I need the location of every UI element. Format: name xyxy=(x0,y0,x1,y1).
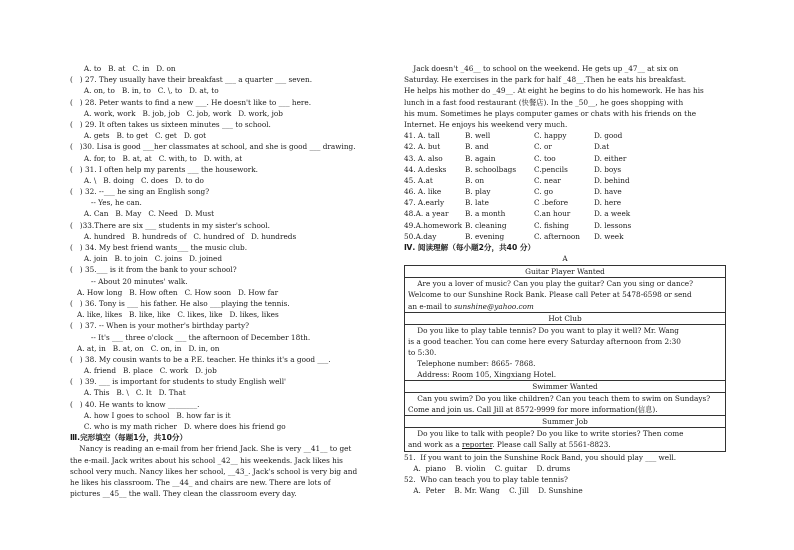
question-line: ( ) 29. It often takes us sixteen minutes ___ to school. xyxy=(70,119,271,129)
cloze-option: B. again xyxy=(465,153,496,163)
cloze-option: D. have xyxy=(594,187,622,197)
cloze-option-row xyxy=(404,231,726,242)
question-line: A. for, to B. at, at C. with, to D. with, at xyxy=(70,153,243,163)
cloze-option: B. cleaning xyxy=(465,220,507,230)
cloze-option: 42. A. but xyxy=(404,142,441,152)
question-line: A. like, likes B. like, like C. likes, like D. likes, likes xyxy=(70,310,279,320)
cloze-option: 48.A. a year xyxy=(404,209,449,219)
cloze-option: D. boys xyxy=(594,164,622,174)
cloze-option: 44. A.desks xyxy=(404,164,447,174)
cloze-option: D. lessons xyxy=(594,220,632,230)
left-column xyxy=(70,63,395,499)
ad-line: Welcome to our Sunshine Rock Bank. Please call Peter at 5478-6598 or send xyxy=(408,290,692,300)
cloze-option: C. near xyxy=(534,175,561,185)
ad-title: Guitar Player Wanted xyxy=(405,266,725,278)
cloze-option: C. fishing xyxy=(534,220,569,230)
passage-line: Jack doesn't _46__ to school on the weekend. He gets up _47__ at six on xyxy=(404,64,679,73)
ad-line: Address: Room 105, Xingxiang Hotel. xyxy=(408,370,557,380)
cloze-option: C.pencils xyxy=(534,164,568,174)
ad-line: Do you like to talk with people? Do you like to write stories? Then come xyxy=(408,429,684,439)
question-line: -- About 20 minutes' walk. xyxy=(70,276,188,286)
question-line: ( ) 40. He wants to know ________. xyxy=(70,399,200,409)
ad-box xyxy=(404,416,726,451)
ad-title: Summer Job xyxy=(405,416,725,428)
cloze-option-row xyxy=(404,164,726,175)
question-line: A. This B. \ C. It D. That xyxy=(70,388,186,398)
question-line: A. How long B. How often C. How soon D. How far xyxy=(70,287,279,297)
question-52: 52. Who can teach you to play table tennis? xyxy=(404,474,568,484)
question-line: ( ) 31. I often help my parents ___ the housework. xyxy=(70,164,258,174)
question-line: ( ) 28. Peter wants to find a new ___. He doesn't like to ___ here. xyxy=(70,97,312,107)
cloze-option-row xyxy=(404,141,726,152)
passage-line: Internet. He enjoys his weekend very much. xyxy=(404,119,568,129)
cloze-passage-part1 xyxy=(70,443,395,499)
ad-line: Come and join us. Call Jill at 8572-9999 for more information(信息). xyxy=(408,405,658,415)
ad-underlined-word: reporter xyxy=(462,440,493,450)
passage-line: his mum. Sometimes he plays computer games or chats with his friends on the xyxy=(404,108,697,118)
cloze-option: C. happy xyxy=(534,131,567,141)
cloze-option: B. well xyxy=(465,131,491,141)
question-line: ( )33.There are six ___ students in my sister's school. xyxy=(70,220,270,230)
cloze-option-row xyxy=(404,186,726,197)
question-line: ( ) 35.___ is it from the bank to your school? xyxy=(70,265,237,275)
question-line: A. on, to B. in, to C. \, to D. at, to xyxy=(70,86,219,96)
question-line: A. at, in B. at, on C. on, in D. in, on xyxy=(70,343,220,353)
question-line: A. gets B. to get C. get D. got xyxy=(70,131,207,141)
section-4-title: Ⅳ. 阅读理解（每小题2分，共40 分） xyxy=(404,243,536,252)
cloze-option: B. schoolbags xyxy=(465,164,517,174)
question-line: A. \ B. doing C. does D. to do xyxy=(70,175,204,185)
question-line: A. to B. at C. in D. on xyxy=(70,64,176,73)
passage-line: Saturday. He exercises in the park for half _48__.Then he eats his breakfast. xyxy=(404,75,687,85)
question-line: ( ) 32. --___ he sing an English song? xyxy=(70,187,210,197)
question-line: A. join B. to join C. joins D. joined xyxy=(70,254,223,264)
question-line: C. who is my math richer D. where does his friend go xyxy=(70,422,286,431)
cloze-option: B. on xyxy=(465,175,485,185)
ad-title: Swimmer Wanted xyxy=(405,381,725,393)
cloze-option-row xyxy=(404,220,726,231)
cloze-option: D. a week xyxy=(594,209,631,219)
question-line: ( ) 36. Tony is ___ his father. He also ___playing the tennis. xyxy=(70,298,290,308)
cloze-option: B. play xyxy=(465,187,491,197)
ad-line-tail: . Please call Sally at 5561-8823. xyxy=(492,440,611,450)
cloze-passage-part2 xyxy=(404,63,726,130)
cloze-option: D. good xyxy=(594,131,623,141)
cloze-option: 47. A.early xyxy=(404,198,445,208)
passage-line: Nancy is reading an e-mail from her friend Jack. She is very __41__ to get xyxy=(70,444,352,454)
right-column xyxy=(404,63,726,496)
cloze-option-row xyxy=(404,197,726,208)
question-line: ( ) 38. My cousin wants to be a P.E. teacher. He thinks it's a good ___. xyxy=(70,354,331,364)
cloze-option: C. afternoon xyxy=(534,231,580,241)
cloze-option: D. either xyxy=(594,153,627,163)
question-line: ( ) 34. My best friend wants___ the music club. xyxy=(70,243,248,252)
question-line: ( ) 37. -- When is your mother's birthday party? xyxy=(70,321,249,331)
passage-line: school very much. Nancy likes her school, __43_. Jack's school is very big and xyxy=(70,466,358,476)
cloze-option: C. or xyxy=(534,142,552,152)
cloze-option: C. go xyxy=(534,187,554,197)
question-line: -- It's ___ three o'clock ___ the afternoon of December 18th. xyxy=(70,332,311,342)
ad-line: an e-mail to sunshine@yahoo.com xyxy=(408,301,534,311)
question-line: ( ) 39. ___ is important for students to study English well' xyxy=(70,377,287,387)
ad-email: sunshine@yahoo.com xyxy=(454,301,534,311)
question-line: A. how I goes to school B. how far is it xyxy=(70,410,231,420)
section-3-title: Ⅲ.完形填空（每题1分，共10分） xyxy=(70,433,188,443)
cloze-option-row xyxy=(404,175,726,186)
question-line: A. work, work B. job, job C. job, work D. work, job xyxy=(70,108,283,118)
ad-box xyxy=(404,381,726,416)
question-52-options: A. Peter B. Mr. Wang C. Jill D. Sunshine xyxy=(404,486,583,496)
passage-line: lunch in a fast food restaurant (快餐店). In the _50__, he goes shopping with xyxy=(404,97,684,107)
question-line: -- Yes, he can. xyxy=(70,198,142,208)
section-4-sub: A xyxy=(562,254,568,264)
question-51: 51. If you want to join the Sunshine Rock Band, you should play ___ well. xyxy=(404,452,677,462)
question-list xyxy=(70,63,395,432)
cloze-option: D. behind xyxy=(594,175,630,185)
ad-box xyxy=(404,313,726,381)
question-line: A. hundred B. hundreds of C. hundred of D. hundreds xyxy=(70,231,297,241)
passage-line: he likes his classroom. The __44_ and chairs are new. There are lots of xyxy=(70,477,331,487)
cloze-option-row xyxy=(404,208,726,219)
question-line: ( )30. Lisa is good ___her classmates at school, and she is good ___ drawing. xyxy=(70,142,356,152)
ad-line: Do you like to play table tennis? Do you want to play it well? Mr. Wang xyxy=(408,325,679,335)
cloze-option: C. too xyxy=(534,153,556,163)
ads-table xyxy=(404,265,726,451)
cloze-option-row xyxy=(404,130,726,141)
cloze-option: 45. A.at xyxy=(404,175,433,185)
ad-line: Are you a lover of music? Can you play the guitar? Can you sing or dance? xyxy=(408,279,694,289)
ad-box xyxy=(404,265,726,312)
cloze-option: 49.A.homework xyxy=(404,220,463,230)
passage-line: pictures __45__ the wall. They clean the classroom every day. xyxy=(70,489,297,499)
cloze-option: C .before xyxy=(534,198,569,208)
question-line: ( ) 27. They usually have their breakfast ___ a quarter ___ seven. xyxy=(70,75,313,85)
question-line: A. Can B. May C. Need D. Must xyxy=(70,209,215,219)
cloze-option: B. evening xyxy=(465,231,505,241)
cloze-option: B. late xyxy=(465,198,489,208)
cloze-option: D. here xyxy=(594,198,622,208)
ad-line: and work as a reporter. Please call Sally at 5561-8823. xyxy=(408,440,611,450)
passage-line: the e-mail. Jack writes about his school _42__ his weekends. Jack likes his xyxy=(70,455,343,465)
cloze-option: 50.A.day xyxy=(404,231,437,241)
ad-line: to 5:30. xyxy=(408,347,437,357)
cloze-option: D. week xyxy=(594,231,624,241)
question-line: A. friend B. place C. work D. job xyxy=(70,366,217,376)
cloze-options xyxy=(404,130,726,242)
passage-line: He helps his mother do _49__. At eight he begins to do his homework. He has his xyxy=(404,86,704,96)
cloze-option: B. and xyxy=(465,142,489,152)
cloze-option-row xyxy=(404,153,726,164)
cloze-option: 46. A. like xyxy=(404,187,442,197)
ad-line: Can you swim? Do you like children? Can you teach them to swim on Sundays? xyxy=(408,394,711,404)
ad-title: Hot Club xyxy=(405,313,725,325)
cloze-option: B. a month xyxy=(465,209,506,219)
cloze-option: 41. A. tall xyxy=(404,131,440,141)
cloze-option: 43. A. also xyxy=(404,153,443,163)
question-51-options: A. piano B. violin C. guitar D. drums xyxy=(404,463,571,473)
ad-line: is a good teacher. You can come here every Saturday afternoon from 2:30 xyxy=(408,336,681,346)
cloze-option: D.at xyxy=(594,142,610,152)
cloze-option: C.an hour xyxy=(534,209,571,219)
ad-line: Telephone number: 8665- 7868. xyxy=(408,358,536,368)
